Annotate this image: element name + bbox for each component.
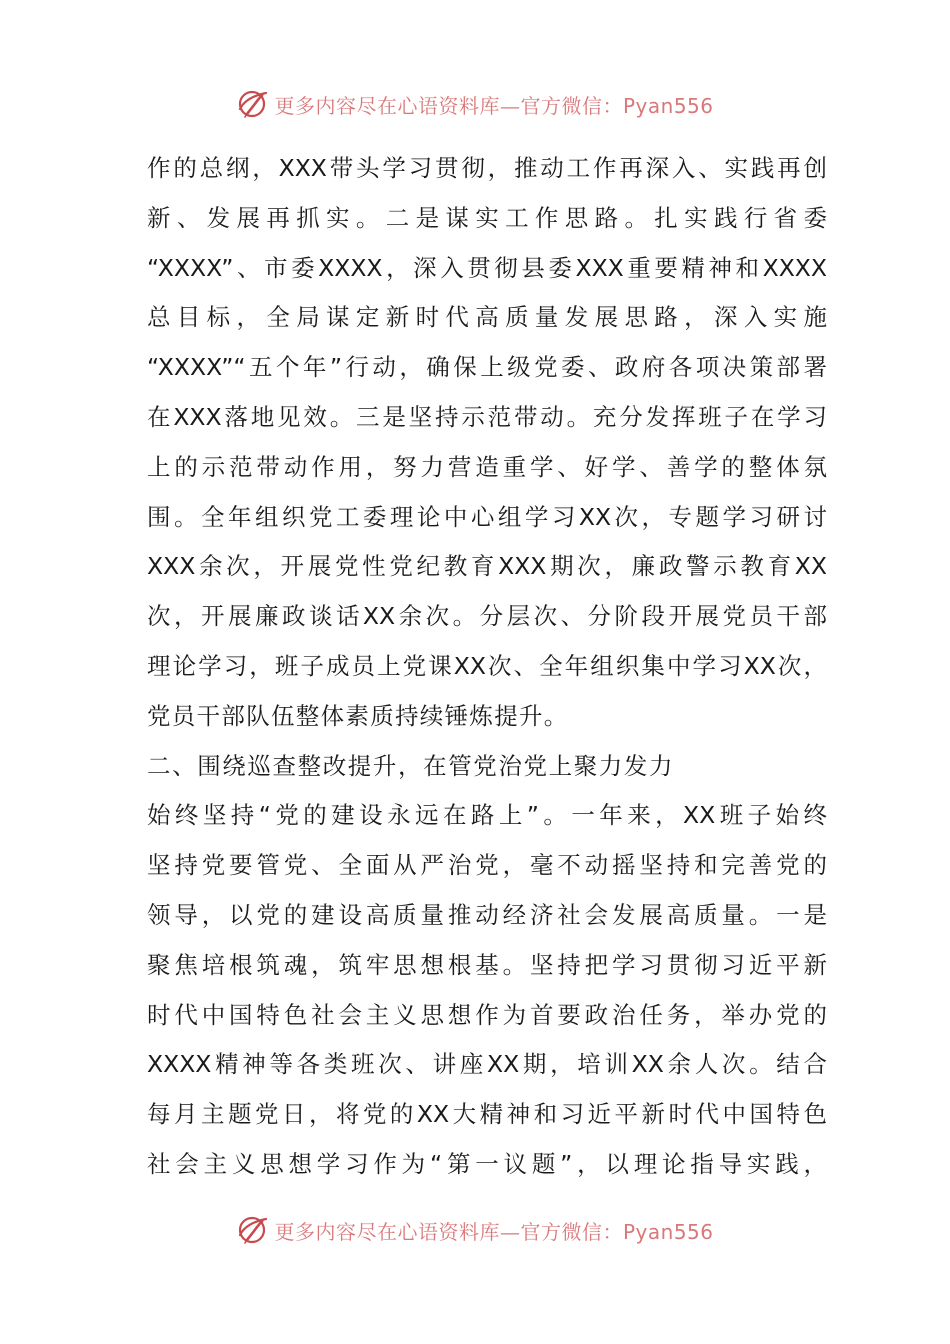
text-line: 每月主题党日，将党的XX大精神和习近平新时代中国特色: [147, 1100, 827, 1129]
text-line: 领导，以党的建设高质量推动经济社会发展高质量。一是: [147, 900, 827, 929]
text-line: 始终坚持“党的建设永远在路上”。一年来，XX班子始终: [147, 801, 827, 830]
text-line: 聚焦培根筑魂，筑牢思想根基。坚持把学习贯彻习近平新: [147, 950, 827, 979]
header-watermark-banner: [0, 84, 950, 124]
text-line: XXXX精神等各类班次、讲座XX期，培训XX余人次。结合: [147, 1050, 827, 1079]
text-line: “XXXX”“五个年”行动，确保上级党委、政府各项决策部署: [147, 353, 827, 382]
text-line: 围。全年组织党工委理论中心组学习XX次，专题学习研讨: [147, 502, 827, 531]
text-line: 党员干部队伍整体素质持续锤炼提升。: [147, 701, 569, 730]
section-heading: 二、围绕巡查整改提升，在管党治党上聚力发力: [147, 751, 675, 780]
text-line: 新、发展再抓实。二是谋实工作思路。扎实践行省委: [147, 203, 827, 232]
text-line: 坚持党要管党、全面从严治党，毫不动摇坚持和完善党的: [147, 851, 827, 880]
text-line: 次，开展廉政谈话XX余次。分层次、分阶段开展党员干部: [147, 602, 827, 631]
text-line: 上的示范带动作用，努力营造重学、好学、善学的整体氛: [147, 452, 827, 481]
banner-wechat-handle: Pyan556: [622, 1219, 714, 1244]
banner-wechat-handle: Pyan556: [622, 93, 714, 118]
document-body: [147, 144, 827, 1190]
text-line: 社会主义思想学习作为“第一议题”，以理论指导实践，: [147, 1149, 827, 1178]
text-line: 总目标，全局谋定新时代高质量发展思路，深入实施: [147, 303, 827, 332]
footer-watermark-banner: [0, 1210, 950, 1250]
pen-logo-icon: [236, 1213, 270, 1247]
text-line: XXX余次，开展党性党纪教育XXX期次，廉政警示教育XX: [147, 552, 827, 581]
pen-logo-icon: [236, 87, 270, 121]
banner-text: 更多内容尽在心语资料库—官方微信：: [274, 1219, 623, 1244]
text-line: “XXXX”、市委XXXX，深入贯彻县委XXX重要精神和XXXX: [147, 253, 827, 282]
text-line: 时代中国特色社会主义思想作为首要政治任务，举办党的: [147, 1000, 827, 1029]
text-line: 理论学习，班子成员上党课XX次、全年组织集中学习XX次，: [147, 651, 827, 680]
text-line: 在XXX落地见效。三是坚持示范带动。充分发挥班子在学习: [147, 402, 827, 431]
banner-text: 更多内容尽在心语资料库—官方微信：: [274, 93, 623, 118]
text-line: 作的总纲，XXX带头学习贯彻，推动工作再深入、实践再创: [147, 154, 827, 182]
